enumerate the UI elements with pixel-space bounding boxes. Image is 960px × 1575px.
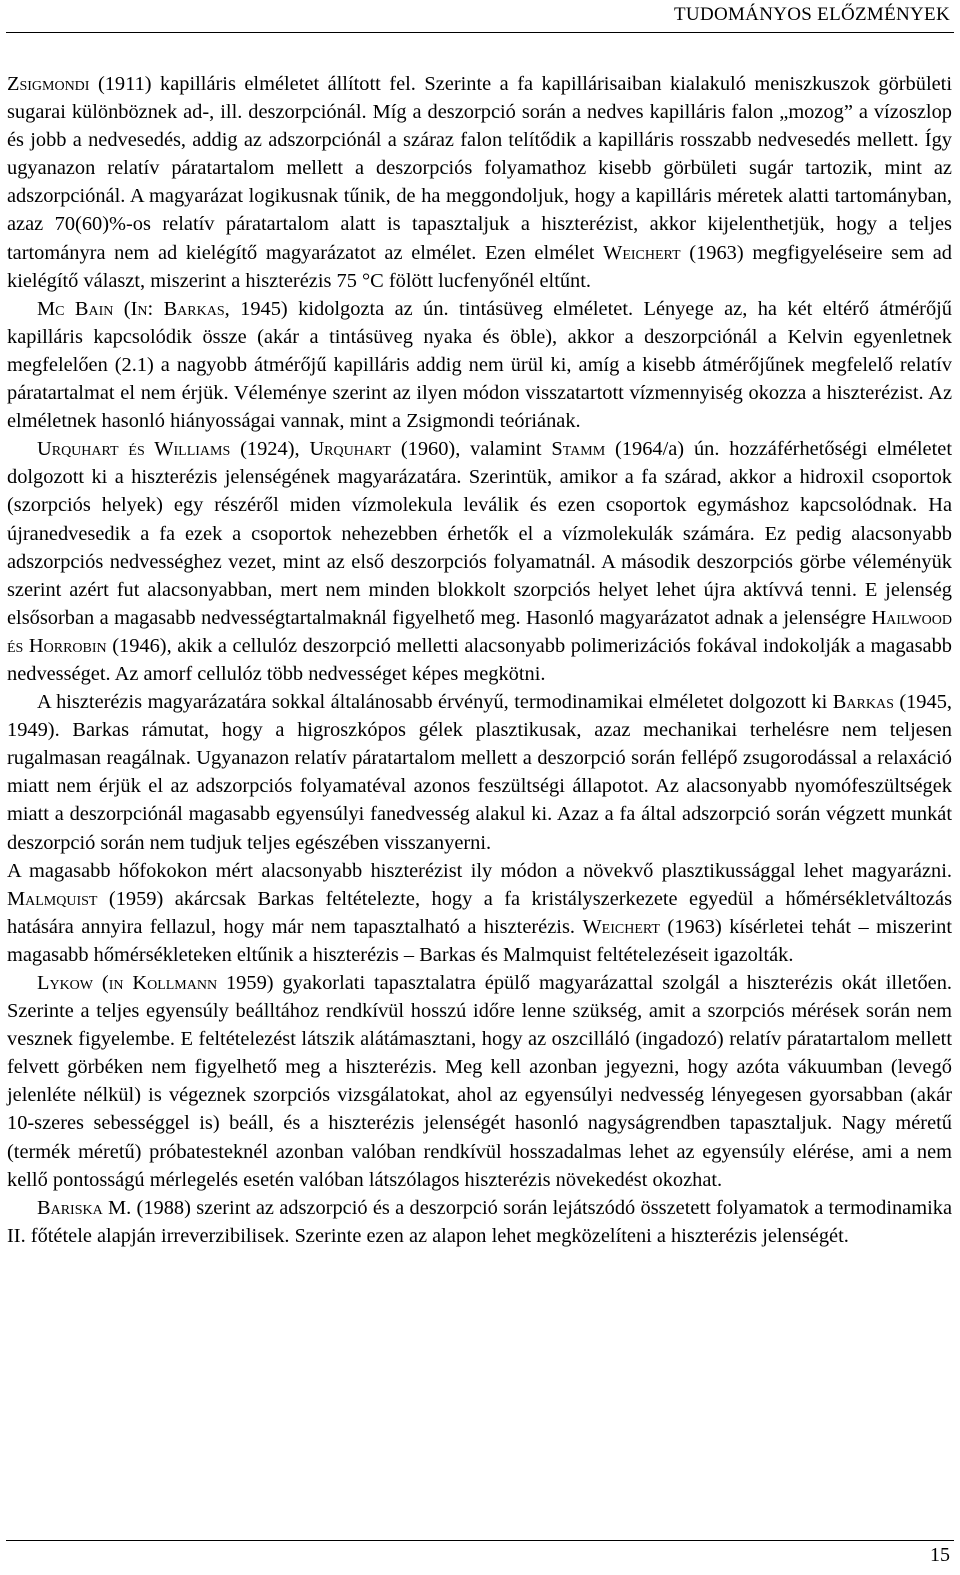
- paragraph-mcbain: [7, 295, 952, 435]
- author-name: Malmquist: [7, 887, 98, 910]
- author-name: Urquhart: [309, 438, 391, 461]
- author-name: Barkas: [832, 691, 894, 714]
- paragraph-text: (: [93, 972, 109, 994]
- paragraph-urquhart: [7, 435, 952, 688]
- paragraph-text: (1946), akik a cellulóz deszorpció melletti alacsonyabb polimerizációs fokával indokolják a magasabb nedvességet. Az amorf cellulóz több nedvességet képes megkötni.: [7, 634, 952, 685]
- paragraph-text: (: [113, 297, 131, 320]
- paragraph-text: (1964/a) ún. hozzáférhetőségi elméletet dolgozott ki a hiszterézis jelenségének magyarázatára. Szerintük, amikor a fa szárad, akkor a hidroxil csoportok (szorpciós helyek) egy részéről miden vízmolekula leválik és ezen csoportok egymáshoz kapcsolódnak. Ha újranedvesedik a fa ezek a csoportok nehezebben érhetők el a vízmolekulák számára. Ez pedig alacsonyabb adszorpciós nedvességhez vezet, mint az első deszorpciós folyamatnál. A második deszorpciós görbe véleményük szerint azért fut alacsonyabban, mert nem minden blokkolt szorpciós helyet lehet újra aktívvá tenni. E jelenség elsősorban a magasabb nedvességtartalmaknál figyelhető meg. Hasonló magyarázatot adnak a jelenségre: [7, 438, 952, 629]
- paragraph-text: (1945, 1949). Barkas rámutat, hogy a higroszkópos gélek plasztikusak, azaz mechanikai terhelésre nem teljesen rugalmasan reagálnak. Ugyanazon relatív páratartalom mellett a deszorpció során fellépő zsugorodással a relaxáció miatt nem érjük el az adszorpciós folyamatéval azonos feszültségi állapotot. Az alacsonyabb nyomófeszültségek miatt a deszorpciónál magasabb egyensúlyi fanedvesség alakul ki. Azaz a fa által adszorpció során végzett munkát deszorpció során nem tudjuk teljes egészében visszanyerni.: [7, 691, 952, 854]
- paragraph-barkas: [7, 688, 952, 857]
- header-divider: [6, 32, 954, 33]
- paragraph-text: (1960), valamint: [391, 438, 552, 461]
- author-name: Lykow: [37, 972, 94, 994]
- author-name: Urquhart és Williams: [37, 438, 231, 461]
- paragraph-text: 1959) gyakorlati tapasztalatra épülő magyarázattal szolgál a hiszterézis okát illetően. Szerinte a teljes egyensúly beálltához rendkívül hosszú időre lenne szükség, amit a szorpciós mérések során nem vesznek figyelembe. E feltételezést látszik alátámasztani, hogy az oszcilláló (ingadozó) relatív páratartalom mellett felvett görbéken nem figyelhető meg a hiszterézis. Meg kell azonban jegyezni, hogy azóta vákuumban (levegő jelenléte nélkül) is végeznek szorpciós vizsgálatokat, ahol az egyensúlyi nedvesség lényegesen gyorsabban (akár 10-szeres sebességgel is) beáll, és a hiszterézis jelenségét hasonló nagyságrendben tapasztaljuk. Nagy méretű (termék méretű) próbatesteknél azonban valóban rendkívül hosszadalmas lehet az egyensúly elérése, ami a nem kellő pontosságú mérlegelés esetén valóban látszólagos hiszterézis növekedést okozhat.: [7, 972, 952, 1191]
- paragraph-zsigmondi: [7, 70, 952, 295]
- footer-divider: [6, 1540, 954, 1541]
- paragraph-text: A hiszterézis magyarázatára sokkal általánosabb érvényű, termodinamikai elméletet dolgozott ki: [37, 691, 833, 714]
- author-name: Stamm: [551, 438, 606, 461]
- running-header: TUDOMÁNYOS ELŐZMÉNYEK: [674, 4, 950, 25]
- paragraph-text: (1911) kapilláris elméletet állított fel. Szerinte a fa kapillárisaiban kialakuló meniszkuszok görbületi sugarai különböznek ad-, ill. deszorpciónál. Míg a deszorpció során a nedves kapilláris falon „mozog” a vízoszlop és jobb a nedvesedés, addig az adszorpciónál a száraz falon telítődik a kapilláris rosszabb nedvesedés mellett. Így ugyanazon relatív páratartalom mellett a deszorpciós folyamathoz kisebb görbületi sugár tartozik, mint az adszorpciónál. A magyarázat logikusnak tűnik, de ha meggondoljuk, hogy a kapilláris méretek alatti tartományban, azaz 70(60)%-os relatív páratartalom alatt is tapasztaljuk a hiszterézist, akkor kijelenthetjük, hogy a teljes tartományra nem ad kielégítő magyarázatot az elmélet. Ezen elmélet: [7, 73, 952, 264]
- paragraph-malmquist: [7, 857, 952, 969]
- body-text: [7, 70, 952, 1250]
- author-name: Weichert: [603, 241, 681, 264]
- paragraph-text: A magasabb hőfokokon mért alacsonyabb hiszterézist ily módon a növekvő plasztikussággal lehet magyarázni.: [7, 859, 952, 882]
- author-name: Bariska M.: [37, 1196, 132, 1219]
- author-name: Mc Bain: [37, 297, 114, 320]
- author-name: in Kollmann: [108, 972, 218, 994]
- author-name: Hailwood és Horrobin: [7, 606, 952, 657]
- paragraph-lykow: [7, 969, 952, 1194]
- paragraph-text: (1959) akárcsak Barkas feltételezte, hogy a fa kristályszerkezete egyedül a hőmérsékletváltozás hatására annyira fellazul, hogy már nem tapasztalható a hiszterézis.: [7, 887, 952, 938]
- paragraph-bariska: [7, 1194, 952, 1250]
- paragraph-text: (1988) szerint az adszorpció és a deszorpció során lejátszódó összetett folyamatok a termodinamika II. főtétele alapján irreverzibilisek. Szerinte ezen az alapon lehet megközelíteni a hiszterézis jelenségét.: [7, 1196, 952, 1247]
- page-number: 15: [930, 1544, 950, 1566]
- paragraph-text: , 1945) kidolgozta az ún. tintásüveg elméletet. Lényege az, ha két eltérő átmérőjű kapilláris kapcsolódik össze (akár a tintásüveg nyaka és öble), akkor a deszorpciónál a Kelvin egyenletnek megfelelően (2.1) a nagyobb átmérőjű kapilláris addig nem ürül ki, amíg a kisebb átmérőjűnek megfelelő relatív páratartalmat el nem érjük. Véleménye szerint az ilyen módon visszatartott vízmennyiség okozza a hiszterézist. Az elméletnek hasonló hiányosságai vannak, mint a Zsigmondi teóriának.: [7, 297, 952, 433]
- paragraph-text: (1963) megfigyeléseire sem ad kielégítő választ, miszerint a hiszterézis 75 °C fölött lucfenyőnél eltűnt.: [7, 241, 952, 292]
- author-name: Zsigmondi: [7, 73, 90, 95]
- paragraph-text: (1963) kísérletei tehát – miszerint magasabb hőmérsékleteken eltűnik a hiszterézis – Barkas és Malmquist feltételezéseit igazolták.: [7, 915, 952, 966]
- author-name: Weichert: [582, 915, 660, 938]
- author-name: In: Barkas: [130, 297, 225, 320]
- paragraph-text: (1924),: [230, 438, 310, 461]
